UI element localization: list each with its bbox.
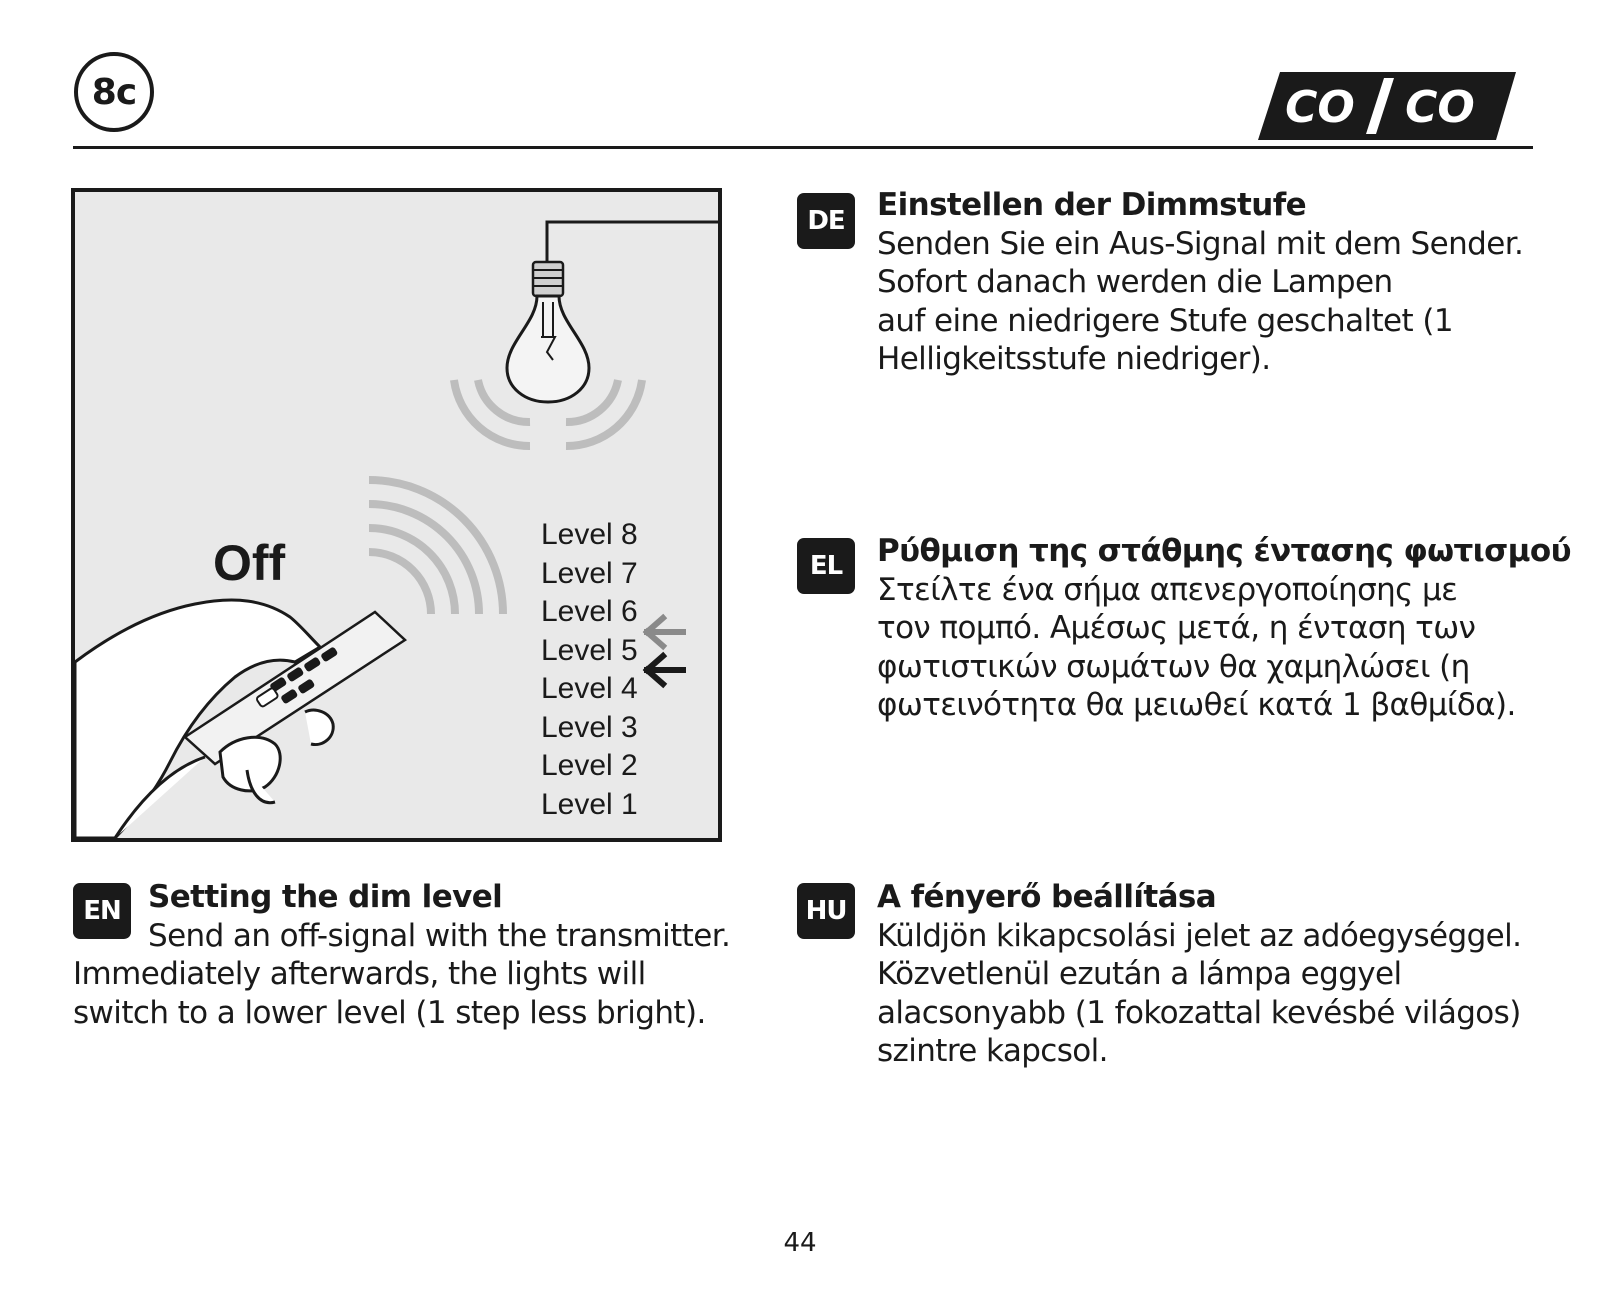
section-en-line: Send an off-signal with the transmitter. <box>148 917 731 954</box>
section-en-body <box>73 955 706 1032</box>
section-de-title: Einstellen der Dimmstufe <box>877 187 1307 223</box>
remote-signal-waves-icon <box>369 480 503 614</box>
level-item: Level 6 <box>541 595 638 628</box>
section-el-title: Ρύθμιση της στάθμης έντασης φωτισμού <box>877 533 1571 569</box>
level-item: Level 4 <box>541 672 638 705</box>
level-item: Level 5 <box>541 633 638 667</box>
section-hu-title: A fényerő beállítása <box>877 879 1217 915</box>
section-en-line: Immediately afterwards, the lights will <box>73 956 646 992</box>
logo-text-left: CO <box>1285 82 1355 133</box>
arrow-previous-level-icon <box>647 618 683 646</box>
illustration-panel <box>71 188 722 842</box>
lang-badge-hu: HU <box>797 883 855 939</box>
level-item: Level 2 <box>541 749 638 782</box>
logo-text-right: CO <box>1405 82 1475 133</box>
section-de-line: auf eine niedrigere Stufe geschaltet (1 <box>877 302 1453 339</box>
lang-badge-de: DE <box>797 193 855 249</box>
section-el-line: τον πομπό. Αμέσως μετά, η ένταση των <box>877 610 1476 646</box>
coco-logo <box>1258 72 1516 140</box>
level-item: Level 1 <box>541 787 638 821</box>
header-rule <box>73 146 1533 149</box>
section-el-line: Στείλτε ένα σήμα απενεργοποίησης με <box>877 571 1458 608</box>
section-hu-line: alacsonyabb (1 fokozattal kevésbé világos) <box>877 994 1521 1031</box>
section-en-head <box>148 878 730 955</box>
level-item: Level 8 <box>541 518 638 551</box>
lang-badge-el: EL <box>797 538 855 594</box>
section-el-line: φωτεινότητα θα μειωθεί κατά 1 βαθμίδα). <box>877 687 1516 723</box>
section-en-title: Setting the dim level <box>148 879 503 915</box>
page-number: 44 <box>783 1228 817 1258</box>
section-hu-line: szintre kapcsol. <box>877 1033 1108 1069</box>
section-el <box>877 532 1571 725</box>
lang-badge-en: EN <box>73 883 131 939</box>
section-en-line: switch to a lower level (1 step less bright). <box>73 994 706 1031</box>
hand-icon <box>75 600 333 838</box>
section-de-line: Helligkeitsstufe niedriger). <box>877 341 1271 377</box>
section-el-line: φωτιστικών σωμάτων θα χαμηλώσει (η <box>877 648 1470 685</box>
section-hu-line: Küldjön kikapcsolási jelet az adóegységgel. <box>877 917 1522 954</box>
off-label: Off <box>213 535 286 591</box>
light-bulb-icon <box>507 262 589 402</box>
section-de <box>877 186 1523 379</box>
section-de-line: Sofort danach werden die Lampen <box>877 264 1393 300</box>
level-list <box>541 516 638 824</box>
arrow-current-level-icon <box>647 656 683 684</box>
section-de-line: Senden Sie ein Aus-Signal mit dem Sender. <box>877 225 1524 262</box>
level-item: Level 3 <box>541 710 638 744</box>
section-hu <box>877 878 1521 1071</box>
level-item: Level 7 <box>541 556 638 590</box>
lamp-cord <box>547 222 718 262</box>
section-hu-line: Közvetlenül ezután a lámpa eggyel <box>877 956 1402 992</box>
step-badge: 8c <box>74 52 154 132</box>
